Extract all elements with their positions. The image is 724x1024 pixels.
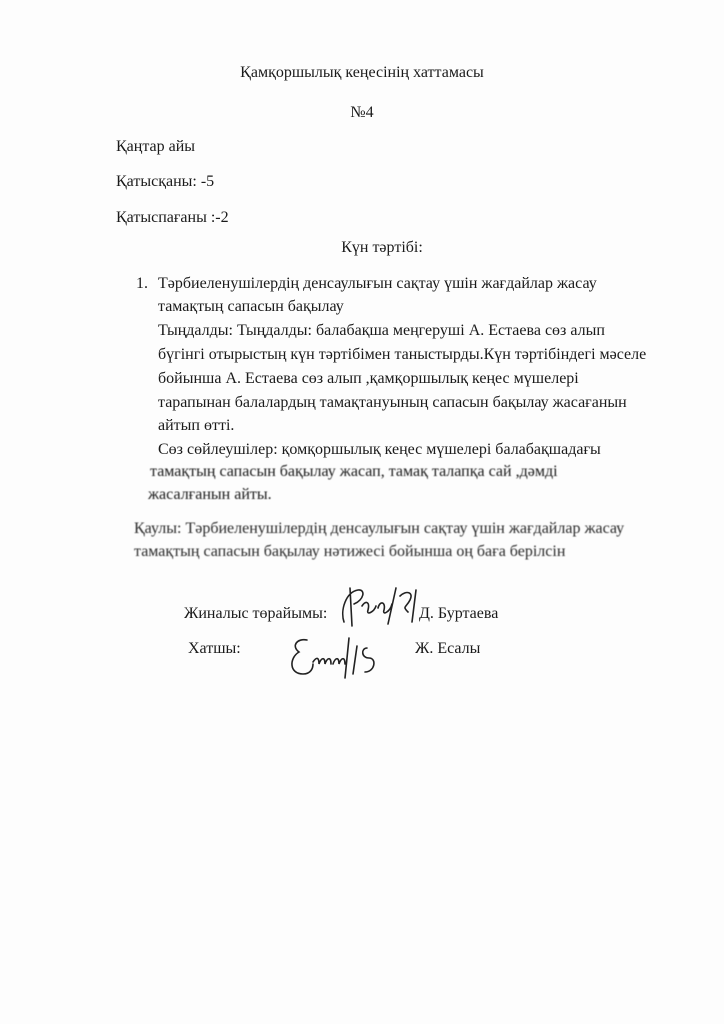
agenda-line: бойынша А. Естаева сөз алып ,қамқоршылық кеңес мүшелері bbox=[158, 370, 579, 387]
meeting-month: Қаңтар айы bbox=[116, 138, 196, 155]
agenda-line: Тәрбиеленушілердің денсаулығын сақтау үшін жағдайлар жасау bbox=[158, 275, 597, 292]
agenda-line: бүгінгі отырыстың күн тәртібімен таныстырды.Күн тәртібіндегі мәселе bbox=[158, 346, 647, 363]
document-number: №4 bbox=[350, 104, 374, 121]
agenda-item-number: 1. bbox=[136, 275, 148, 292]
agenda-line: Сөз сөйлеушілер: қомқоршылық кеңес мүшелері балабақшадағы bbox=[158, 441, 601, 458]
decision-line: тамақтың сапасын бақылау нәтижесі бойынша оң баға берілсін bbox=[134, 543, 566, 560]
secretary-label: Хатшы: bbox=[188, 640, 241, 657]
agenda-line: тамақтың сапасын бақылау жасап, тамақ талапқа сай ,дәмді bbox=[150, 463, 558, 480]
decision-line: Қаулы: Тәрбиеленушілердің денсаулығын сақтау үшін жағдайлар жасау bbox=[134, 520, 625, 537]
agenda-line: Тыңдалды: Тыңдалды: балабақша меңгеруші А. Естаева сөз алып bbox=[158, 322, 605, 339]
document-title: Қамқоршылық кеңесінің хаттамасы bbox=[240, 64, 484, 81]
attendees-absent: Қатыспағаны :-2 bbox=[116, 209, 229, 226]
agenda-line: тамақтың сапасын бақылау bbox=[158, 298, 344, 315]
agenda-heading: Күн тәртібі: bbox=[341, 239, 423, 256]
chairperson-label: Жиналыс төрайымы: bbox=[184, 605, 328, 622]
agenda-line: айтып өтті. bbox=[158, 417, 235, 434]
agenda-line: жасалғанын айты. bbox=[148, 486, 272, 503]
secretary-name: Ж. Есалы bbox=[415, 640, 481, 657]
chairperson-signature bbox=[330, 582, 430, 630]
chairperson-name: Д. Буртаева bbox=[419, 605, 499, 622]
attendees-present: Қатысқаны: -5 bbox=[116, 173, 215, 190]
secretary-signature bbox=[283, 628, 388, 686]
agenda-line: тарапынан балалардың тамақтануының сапасын бақылау жасағанын bbox=[158, 394, 627, 411]
